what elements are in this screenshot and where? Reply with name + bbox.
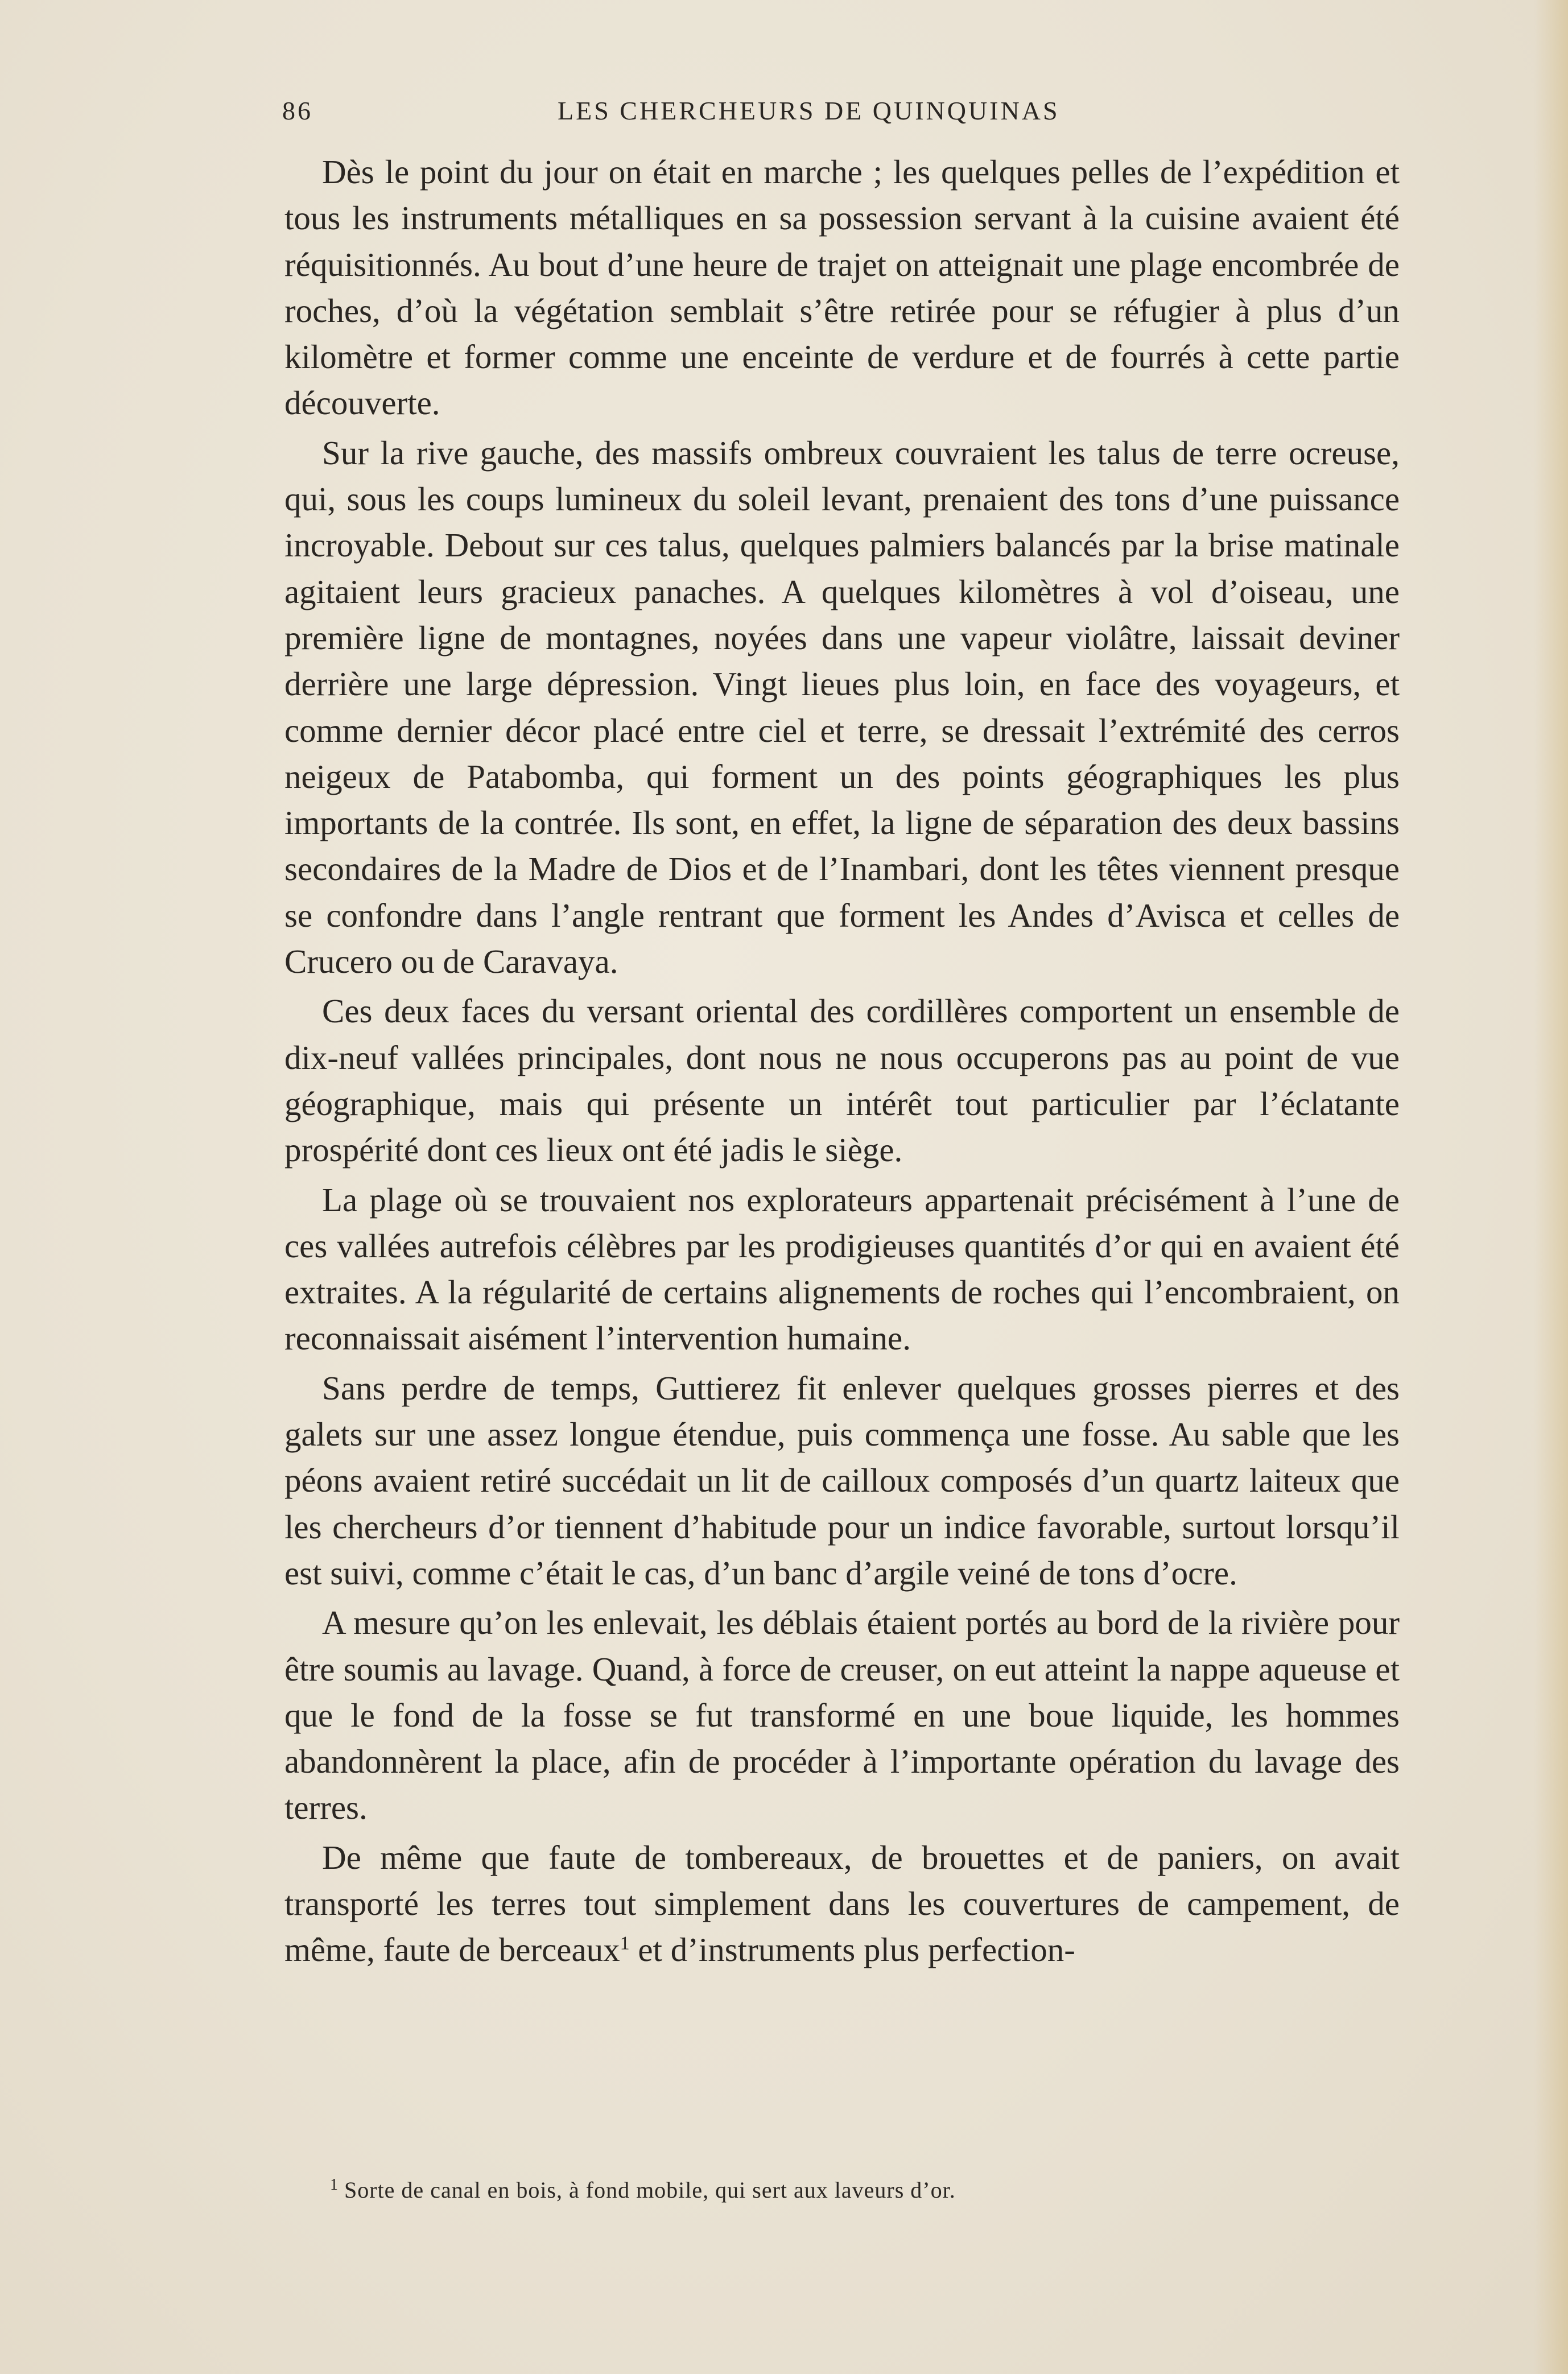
footnote-reference[interactable]: 1 [620,1933,630,1954]
paragraph-4: La plage où se trouvaient nos explorateurs appartenait précisément à l’une de ces vallées autrefois célèbres par les prodigieuses quantités d’or qui en avaient été extraites. A la régularité de certains alignements de roches qui l’encombraient, on reconnaissait aisément l’intervention humaine. [284,1180,1400,1357]
paragraph-1: Dès le point du jour on était en marche ; les quelques pelles de l’expédition et tous les instruments métalliques en sa possession servant à la cuisine avaient été réquisitionnés. Au bout d’une heure de trajet on atteignait une plage encombrée de roches, d’où la végétation semblait s’être retirée pour se réfugier à plus d’un kilomètre et former comme une enceinte de verdure et de fourrés à cette partie découverte. [284,153,1400,422]
paragraph-5: Sans perdre de temps, Guttierez fit enlever quelques grosses pierres et des galets sur une assez longue étendue, puis commença une fosse. Au sable que les péons avaient retiré succédait un lit de cailloux composés d’un quartz laiteux que les chercheurs d’or tiennent d’habitude pour un indice favorable, surtout lorsqu’il est suivi, comme c’était le cas, d’un banc d’argile veiné de tons d’ocre. [284,1369,1400,1592]
paragraph-7 [284,1835,1400,1973]
paragraph-2: Sur la rive gauche, des massifs ombreux couvraient les talus de terre ocreuse, qui, sous les coups lumineux du soleil levant, prenaient des tons d’une puissance incroyable. Debout sur ces talus, quelques palmiers balancés par la brise matinale agitaient leurs gracieux panaches. A quelques kilomètres à vol d’oiseau, une première ligne de montagnes, noyées dans une vapeur violâtre, laissait deviner derrière une large dépression. Vingt lieues plus loin, en face des voyageurs, et comme dernier décor placé entre ciel et terre, se dressait l’extrémité des cerros neigeux de Patabomba, qui forment un des points géographiques les plus importants de la contrée. Ils sont, en effet, la ligne de séparation des deux bassins secondaires de la Madre de Dios et de l’Inambari, dont les têtes viennent presque se confondre dans l’angle rentrant que forment les Andes d’Avisca et celles de Crucero ou de Caravaya. [284,433,1400,981]
paragraph-7-text-end: et d’instruments plus perfection- [629,1931,1075,1969]
paragraph-6: A mesure qu’on les enlevait, les déblais étaient portés au bord de la rivière pour être soumis au lavage. Quand, à force de creuser, on eut atteint la nappe aqueuse et que le fond de la fosse se fut transformé en une boue liquide, les hommes abandonnèrent la place, afin de procéder à l’importante opération du lavage des terres. [284,1604,1400,1827]
paragraph-7-text-start: De même que faute de tombereaux, de brouettes et de paniers, on avait transporté les terres tout simplement dans les couvertures de campement, de même, faute de berceaux [284,1838,1400,1969]
page-header [282,96,1395,135]
page-edge-shadow [1534,0,1568,2374]
body-text [284,149,1400,1977]
paragraph-3: Ces deux faces du versant oriental des cordillères comportent un ensemble de dix-neuf vallées principales, dont nous ne nous occuperons pas au point de vue géographique, mais qui présente un intérêt tout particulier par l’éclatante prospérité dont ces lieux ont été jadis le siège. [284,992,1400,1169]
footnote [330,2174,1411,2206]
running-head: LES CHERCHEURS DE QUINQUINAS [558,96,1060,125]
footnote-mark: 1 [330,2175,339,2194]
footnote-text: Sorte de canal en bois, à fond mobile, qui sert aux laveurs d’or. [344,2177,956,2203]
page-number: 86 [282,96,313,125]
